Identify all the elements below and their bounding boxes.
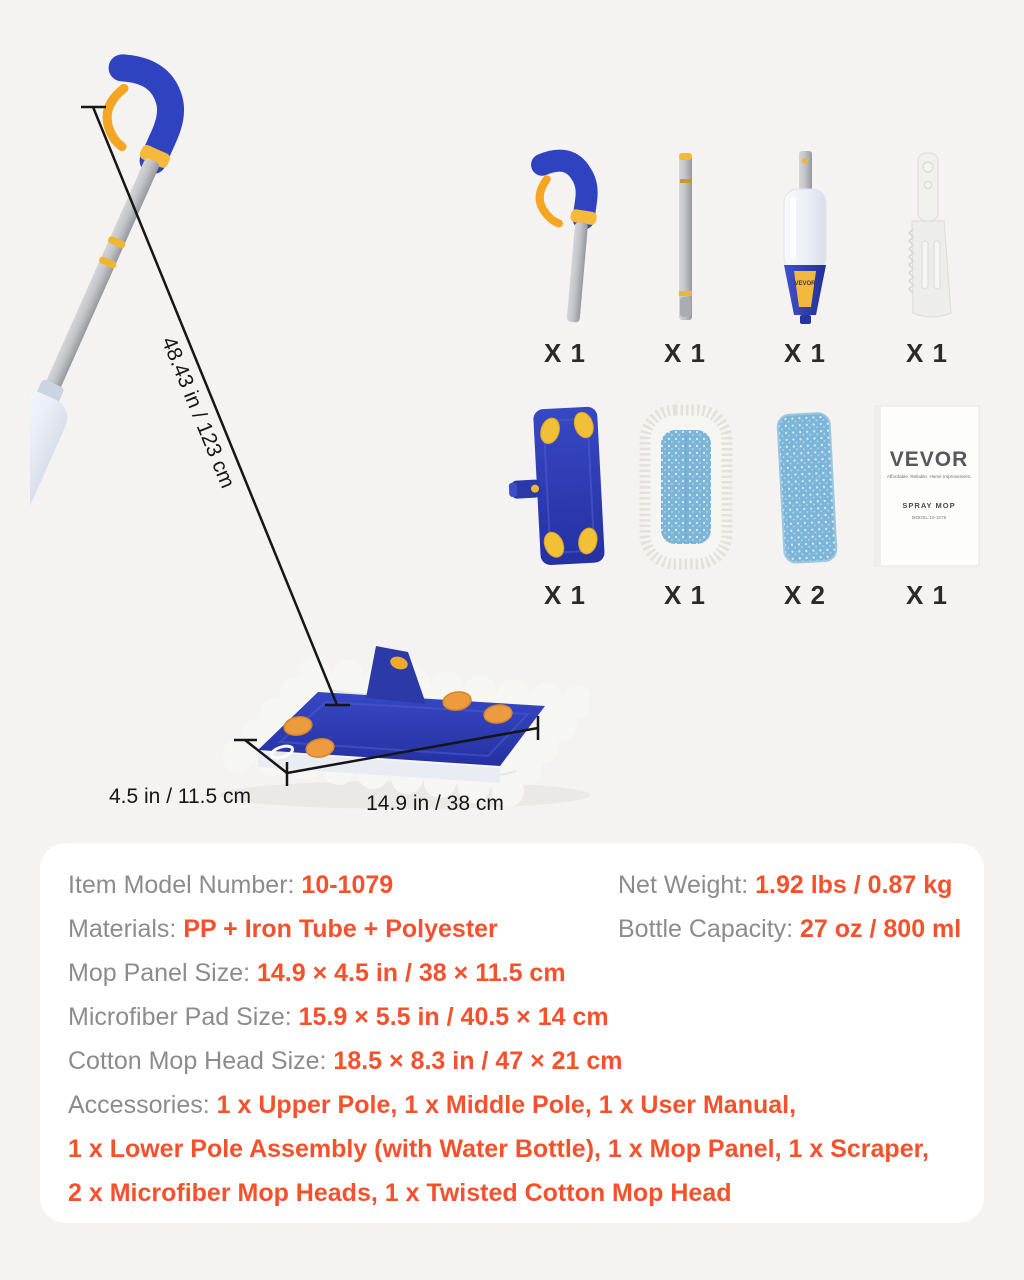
accessory-user-manual [865,369,989,611]
qty-label: X 1 [543,338,587,368]
spec-bottle-capacity: Bottle Capacity: 27 oz / 800 ml [618,915,962,943]
microfiber-pad-fringed-icon [625,397,745,572]
lower-pole-assembly-icon [750,138,860,330]
qty-label: X 2 [783,580,827,610]
panel-depth-label: 4.5 in / 11.5 cm [108,785,252,808]
spec-right-column [618,863,961,951]
spec-item-model: Item Model Number: 10-1079 [68,871,394,899]
spec-panel [40,843,984,1223]
spec-materials: Materials: PP + Iron Tube + Polyester [68,915,498,943]
panel-width-label: 14.9 in / 38 cm [366,792,504,815]
spec-cotton-head-size: Cotton Mop Head Size: 18.5 × 8.3 in / 47 × 21 cm [68,1047,623,1075]
scraper-icon [872,138,982,330]
middle-pole-icon [630,138,740,330]
accessory-mop-panel [505,369,625,611]
spec-mop-panel-size: Mop Panel Size: 14.9 × 4.5 in / 38 × 11.5 cm [68,959,566,987]
accessory-upper-pole [505,138,625,369]
water-bottle [30,385,74,545]
qty-label: X 1 [663,338,707,368]
manual-title: SPRAY MOP [902,501,956,510]
spec-net-weight: Net Weight: 1.92 lbs / 0.87 kg [618,871,953,899]
qty-label: X 1 [905,580,949,610]
accessory-microfiber-pad [745,369,865,611]
manual-model: MODEL:10-1079 [911,515,947,520]
spec-microfiber-pad-size: Microfiber Pad Size: 15.9 × 5.5 in / 40.5 × 14 cm [68,1003,609,1031]
spray-trigger [96,86,144,147]
spec-accessories-line-2: 1 x Lower Pole Assembly (with Water Bottle), 1 x Mop Panel, 1 x Scraper, [68,1135,929,1163]
manual-tagline: Affordable. Reliable. Home Improvement. [886,474,972,479]
svg-text:VEVOR: VEVOR [794,281,816,287]
qty-label: X 1 [905,338,949,368]
qty-label: X 1 [663,580,707,610]
spec-accessories-line-3: 2 x Microfiber Mop Heads, 1 x Twisted Cotton Mop Head [68,1179,732,1207]
manual-logo: VEVOR [889,448,969,471]
upper-pole-icon [510,138,620,330]
accessory-lower-pole-assembly [745,138,865,369]
spec-accessories-line-1: Accessories: 1 x Upper Pole, 1 x Middle Pole, 1 x User Manual, [68,1091,797,1119]
pole-length-label: 48.43 in / 123 cm [156,333,240,492]
pole-dimension-line [81,107,350,705]
accessory-microfiber-pad-fringed [625,369,745,611]
accessory-scraper [865,138,989,369]
qty-label: X 1 [783,338,827,368]
mop-panel-icon [505,397,625,572]
accessory-middle-pole [625,138,745,369]
qty-label: X 1 [543,580,587,610]
accessories-grid [505,138,985,611]
user-manual-icon [865,397,989,572]
pole [43,157,160,394]
microfiber-pad-icon [745,397,865,572]
